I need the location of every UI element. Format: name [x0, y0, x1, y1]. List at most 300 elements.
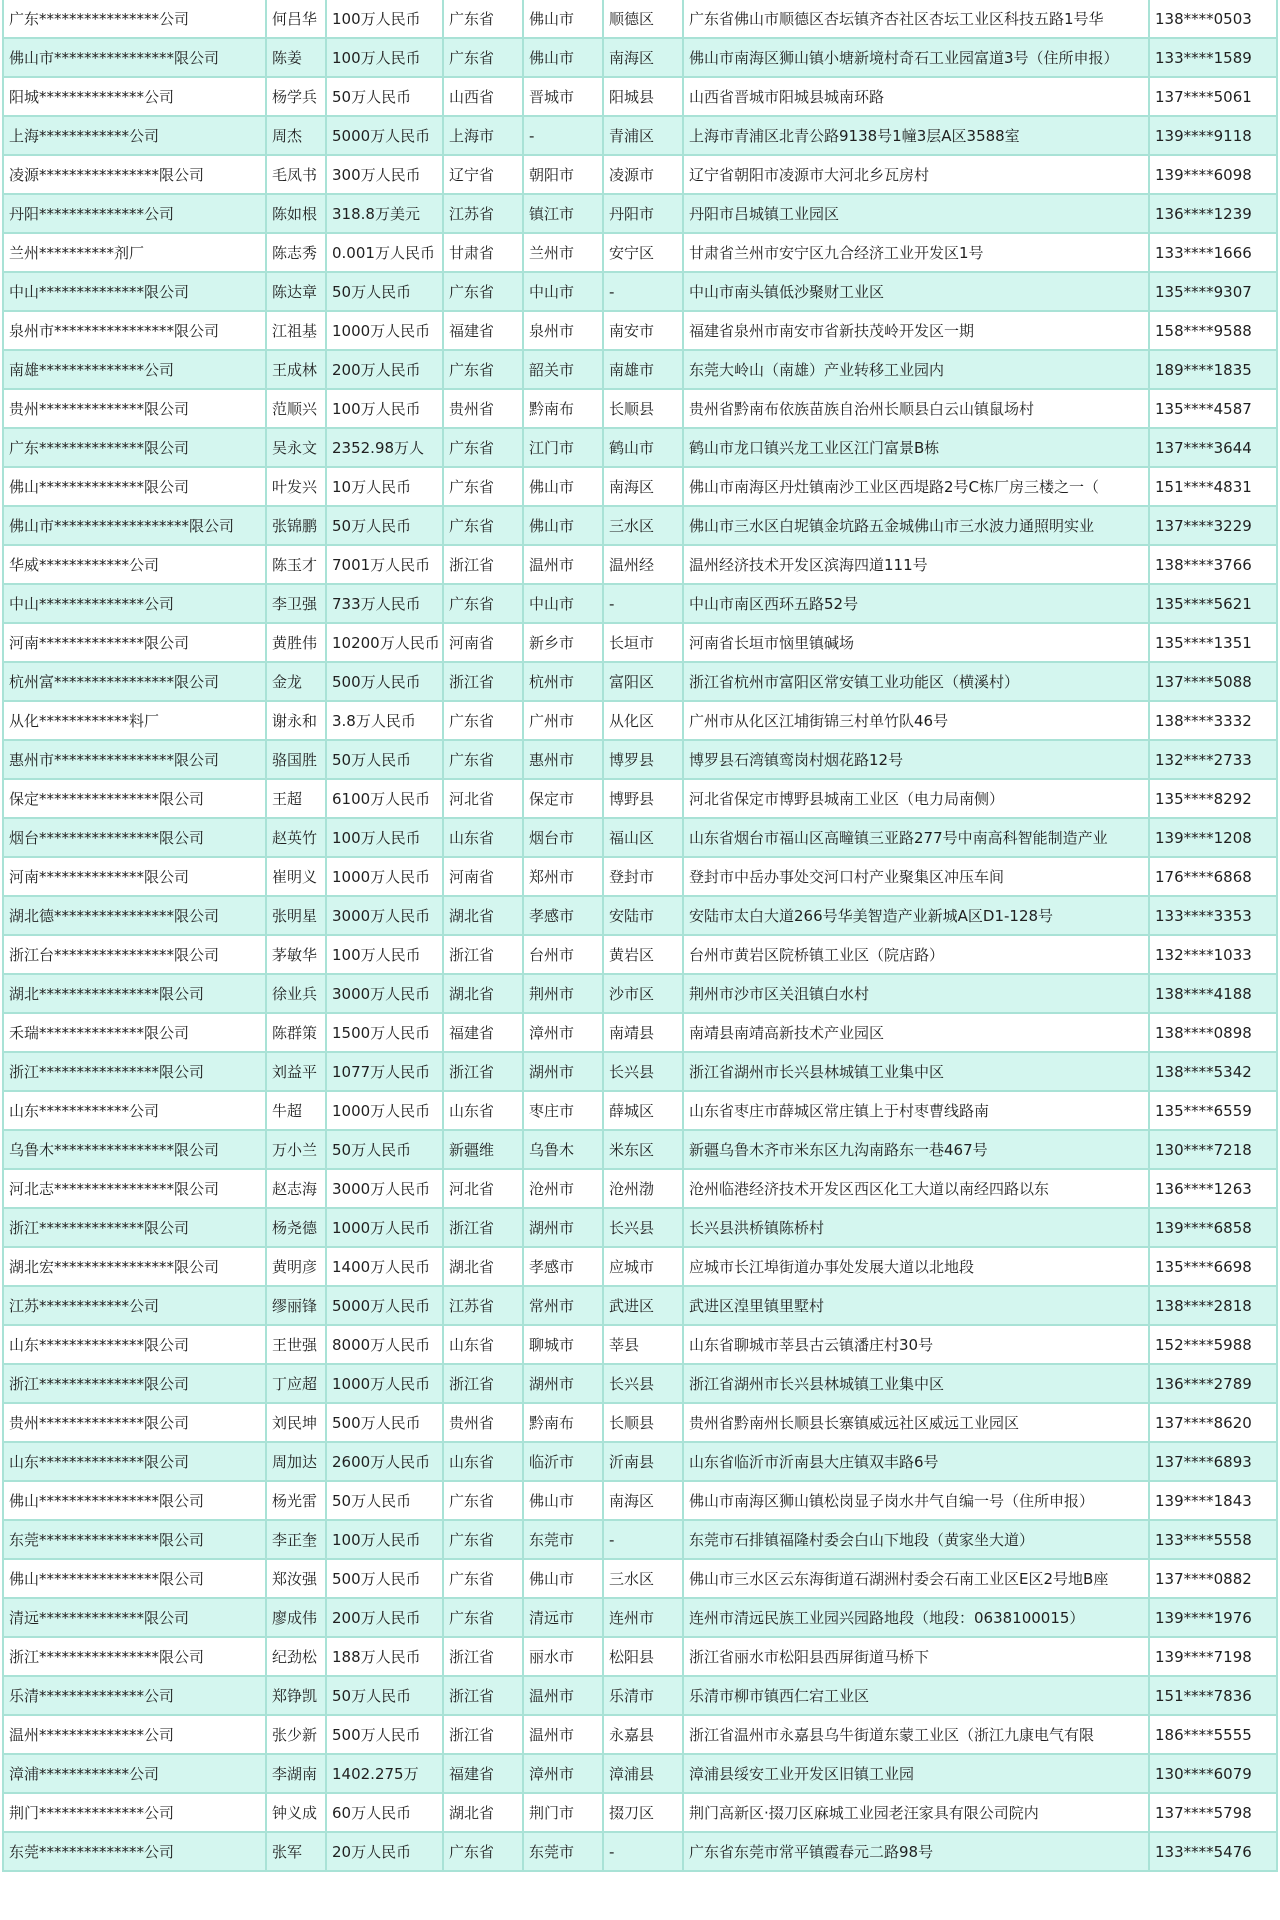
- legal-rep-cell: 叶发兴: [266, 467, 326, 506]
- table-row: [3, 857, 1277, 896]
- address-cell: 甘肃省兰州市安宁区九合经济工业开发区1号: [683, 233, 1149, 272]
- company-name-cell: 丹阳**************公司: [3, 194, 266, 233]
- company-name-cell: 华威************公司: [3, 545, 266, 584]
- table-row: [3, 1715, 1277, 1754]
- district-cell: 青浦区: [603, 116, 683, 155]
- table-row: [3, 1364, 1277, 1403]
- province-cell: 广东省: [443, 272, 523, 311]
- province-cell: 江苏省: [443, 1286, 523, 1325]
- company-name-cell: 河南**************限公司: [3, 857, 266, 896]
- district-cell: 丹阳市: [603, 194, 683, 233]
- registered-capital-cell: 2600万人民币: [326, 1442, 443, 1481]
- address-cell: 山西省晋城市阳城县城南环路: [683, 77, 1149, 116]
- district-cell: 薛城区: [603, 1091, 683, 1130]
- province-cell: 浙江省: [443, 1364, 523, 1403]
- legal-rep-cell: 黄胜伟: [266, 623, 326, 662]
- province-cell: 河北省: [443, 779, 523, 818]
- registered-capital-cell: 1077万人民币: [326, 1052, 443, 1091]
- district-cell: 鹤山市: [603, 428, 683, 467]
- company-name-cell: 乐清**************公司: [3, 1676, 266, 1715]
- company-name-cell: 兰州**********剂厂: [3, 233, 266, 272]
- address-cell: 新疆乌鲁木齐市米东区九沟南路东一巷467号: [683, 1130, 1149, 1169]
- address-cell: 连州市清远民族工业园兴园路地段（地段：0638100015）: [683, 1598, 1149, 1637]
- district-cell: 连州市: [603, 1598, 683, 1637]
- registered-capital-cell: 50万人民币: [326, 740, 443, 779]
- registered-capital-cell: 50万人民币: [326, 77, 443, 116]
- province-cell: 福建省: [443, 1754, 523, 1793]
- district-cell: 长兴县: [603, 1364, 683, 1403]
- city-cell: 温州市: [523, 1676, 603, 1715]
- phone-cell: 138****5342: [1149, 1052, 1277, 1091]
- table-row: [3, 1442, 1277, 1481]
- city-cell: 漳州市: [523, 1754, 603, 1793]
- province-cell: 湖北省: [443, 1793, 523, 1832]
- district-cell: 从化区: [603, 701, 683, 740]
- district-cell: 南靖县: [603, 1013, 683, 1052]
- city-cell: 漳州市: [523, 1013, 603, 1052]
- legal-rep-cell: 黄明彦: [266, 1247, 326, 1286]
- district-cell: -: [603, 1832, 683, 1871]
- province-cell: 广东省: [443, 740, 523, 779]
- city-cell: 保定市: [523, 779, 603, 818]
- phone-cell: 135****8292: [1149, 779, 1277, 818]
- city-cell: 惠州市: [523, 740, 603, 779]
- phone-cell: 186****5555: [1149, 1715, 1277, 1754]
- city-cell: 黔南布: [523, 389, 603, 428]
- registered-capital-cell: 1000万人民币: [326, 1208, 443, 1247]
- table-row: [3, 1598, 1277, 1637]
- province-cell: 湖北省: [443, 974, 523, 1013]
- phone-cell: 137****3229: [1149, 506, 1277, 545]
- registered-capital-cell: 5000万人民币: [326, 116, 443, 155]
- registered-capital-cell: 3000万人民币: [326, 896, 443, 935]
- company-name-cell: 浙江台****************限公司: [3, 935, 266, 974]
- phone-cell: 138****3332: [1149, 701, 1277, 740]
- table-row: [3, 1676, 1277, 1715]
- legal-rep-cell: 周加达: [266, 1442, 326, 1481]
- city-cell: 佛山市: [523, 506, 603, 545]
- city-cell: 中山市: [523, 272, 603, 311]
- registered-capital-cell: 300万人民币: [326, 155, 443, 194]
- table-row: [3, 311, 1277, 350]
- phone-cell: 132****1033: [1149, 935, 1277, 974]
- legal-rep-cell: 郑铮凯: [266, 1676, 326, 1715]
- table-row: [3, 1559, 1277, 1598]
- legal-rep-cell: 赵志海: [266, 1169, 326, 1208]
- city-cell: 孝感市: [523, 896, 603, 935]
- table-row: [3, 1325, 1277, 1364]
- registered-capital-cell: 50万人民币: [326, 1481, 443, 1520]
- phone-cell: 137****8620: [1149, 1403, 1277, 1442]
- address-cell: 贵州省黔南布依族苗族自治州长顺县白云山镇鼠场村: [683, 389, 1149, 428]
- table-row: [3, 701, 1277, 740]
- legal-rep-cell: 张少新: [266, 1715, 326, 1754]
- address-cell: 河北省保定市博野县城南工业区（电力局南侧）: [683, 779, 1149, 818]
- company-name-cell: 南雄**************公司: [3, 350, 266, 389]
- company-name-cell: 湖北****************限公司: [3, 974, 266, 1013]
- legal-rep-cell: 丁应超: [266, 1364, 326, 1403]
- province-cell: 湖北省: [443, 1247, 523, 1286]
- company-name-cell: 上海************公司: [3, 116, 266, 155]
- district-cell: 沂南县: [603, 1442, 683, 1481]
- district-cell: 登封市: [603, 857, 683, 896]
- company-name-cell: 从化************料厂: [3, 701, 266, 740]
- table-row: [3, 1520, 1277, 1559]
- province-cell: 浙江省: [443, 1676, 523, 1715]
- table-row: [3, 1832, 1277, 1871]
- district-cell: 凌源市: [603, 155, 683, 194]
- registered-capital-cell: 318.8万美元: [326, 194, 443, 233]
- table-row: [3, 1637, 1277, 1676]
- company-name-cell: 山东**************限公司: [3, 1442, 266, 1481]
- address-cell: 登封市中岳办事处交河口村产业聚集区冲压车间: [683, 857, 1149, 896]
- registered-capital-cell: 200万人民币: [326, 1598, 443, 1637]
- company-name-cell: 中山**************公司: [3, 584, 266, 623]
- phone-cell: 136****1263: [1149, 1169, 1277, 1208]
- table-row: [3, 116, 1277, 155]
- address-cell: 浙江省湖州市长兴县林城镇工业集中区: [683, 1364, 1149, 1403]
- legal-rep-cell: 毛凤书: [266, 155, 326, 194]
- district-cell: 博罗县: [603, 740, 683, 779]
- phone-cell: 139****1976: [1149, 1598, 1277, 1637]
- company-name-cell: 贵州**************限公司: [3, 389, 266, 428]
- company-name-cell: 杭州富****************限公司: [3, 662, 266, 701]
- table-row: [3, 1013, 1277, 1052]
- address-cell: 荆门高新区·掇刀区麻城工业园老汪家具有限公司院内: [683, 1793, 1149, 1832]
- company-name-cell: 保定****************限公司: [3, 779, 266, 818]
- legal-rep-cell: 王超: [266, 779, 326, 818]
- city-cell: 枣庄市: [523, 1091, 603, 1130]
- registered-capital-cell: 1000万人民币: [326, 311, 443, 350]
- phone-cell: 136****1239: [1149, 194, 1277, 233]
- address-cell: 安陆市太白大道266号华美智造产业新城A区D1-128号: [683, 896, 1149, 935]
- table-row: [3, 1247, 1277, 1286]
- city-cell: 聊城市: [523, 1325, 603, 1364]
- city-cell: 朝阳市: [523, 155, 603, 194]
- city-cell: 韶关市: [523, 350, 603, 389]
- table-row: [3, 77, 1277, 116]
- province-cell: 湖北省: [443, 896, 523, 935]
- city-cell: 荆州市: [523, 974, 603, 1013]
- company-name-cell: 佛山市******************限公司: [3, 506, 266, 545]
- city-cell: 广州市: [523, 701, 603, 740]
- city-cell: 江门市: [523, 428, 603, 467]
- registered-capital-cell: 20万人民币: [326, 1832, 443, 1871]
- district-cell: 长顺县: [603, 389, 683, 428]
- phone-cell: 132****2733: [1149, 740, 1277, 779]
- registered-capital-cell: 500万人民币: [326, 1559, 443, 1598]
- province-cell: 广东省: [443, 701, 523, 740]
- province-cell: 甘肃省: [443, 233, 523, 272]
- legal-rep-cell: 范顺兴: [266, 389, 326, 428]
- legal-rep-cell: 刘民坤: [266, 1403, 326, 1442]
- registered-capital-cell: 5000万人民币: [326, 1286, 443, 1325]
- address-cell: 广东省东莞市常平镇霞春元二路98号: [683, 1832, 1149, 1871]
- city-cell: 湖州市: [523, 1364, 603, 1403]
- district-cell: 掇刀区: [603, 1793, 683, 1832]
- legal-rep-cell: 陈达章: [266, 272, 326, 311]
- company-name-cell: 温州**************公司: [3, 1715, 266, 1754]
- city-cell: 荆门市: [523, 1793, 603, 1832]
- district-cell: 温州经: [603, 545, 683, 584]
- phone-cell: 137****3644: [1149, 428, 1277, 467]
- phone-cell: 138****0503: [1149, 0, 1277, 38]
- address-cell: 浙江省湖州市长兴县林城镇工业集中区: [683, 1052, 1149, 1091]
- province-cell: 浙江省: [443, 1052, 523, 1091]
- table-row: [3, 974, 1277, 1013]
- registered-capital-cell: 100万人民币: [326, 935, 443, 974]
- table-row: [3, 272, 1277, 311]
- province-cell: 山东省: [443, 818, 523, 857]
- district-cell: 武进区: [603, 1286, 683, 1325]
- province-cell: 广东省: [443, 1481, 523, 1520]
- company-name-cell: 浙江****************限公司: [3, 1637, 266, 1676]
- table-row: [3, 1130, 1277, 1169]
- district-cell: 南海区: [603, 467, 683, 506]
- company-name-cell: 中山**************限公司: [3, 272, 266, 311]
- table-row: [3, 1403, 1277, 1442]
- legal-rep-cell: 陈志秀: [266, 233, 326, 272]
- city-cell: 佛山市: [523, 467, 603, 506]
- legal-rep-cell: 茅敏华: [266, 935, 326, 974]
- district-cell: 安陆市: [603, 896, 683, 935]
- legal-rep-cell: 陈玉才: [266, 545, 326, 584]
- phone-cell: 137****5798: [1149, 1793, 1277, 1832]
- phone-cell: 152****5988: [1149, 1325, 1277, 1364]
- company-name-cell: 河北志****************限公司: [3, 1169, 266, 1208]
- phone-cell: 136****2789: [1149, 1364, 1277, 1403]
- address-cell: 长兴县洪桥镇陈桥村: [683, 1208, 1149, 1247]
- city-cell: 佛山市: [523, 1481, 603, 1520]
- legal-rep-cell: 江祖基: [266, 311, 326, 350]
- district-cell: 安宁区: [603, 233, 683, 272]
- legal-rep-cell: 崔明义: [266, 857, 326, 896]
- registered-capital-cell: 733万人民币: [326, 584, 443, 623]
- registered-capital-cell: 50万人民币: [326, 1676, 443, 1715]
- registered-capital-cell: 1500万人民币: [326, 1013, 443, 1052]
- table-row: [3, 1481, 1277, 1520]
- company-name-cell: 惠州市****************限公司: [3, 740, 266, 779]
- registered-capital-cell: 6100万人民币: [326, 779, 443, 818]
- legal-rep-cell: 张明星: [266, 896, 326, 935]
- address-cell: 山东省烟台市福山区高疃镇三亚路277号中南高科智能制造产业: [683, 818, 1149, 857]
- city-cell: 佛山市: [523, 38, 603, 77]
- phone-cell: 135****1351: [1149, 623, 1277, 662]
- company-name-cell: 广东****************公司: [3, 0, 266, 38]
- registered-capital-cell: 3.8万人民币: [326, 701, 443, 740]
- legal-rep-cell: 纪劲松: [266, 1637, 326, 1676]
- registered-capital-cell: 8000万人民币: [326, 1325, 443, 1364]
- address-cell: 漳浦县绥安工业开发区旧镇工业园: [683, 1754, 1149, 1793]
- district-cell: 南雄市: [603, 350, 683, 389]
- phone-cell: 133****5476: [1149, 1832, 1277, 1871]
- table-row: [3, 428, 1277, 467]
- district-cell: 南海区: [603, 38, 683, 77]
- address-cell: 山东省聊城市莘县古云镇潘庄村30号: [683, 1325, 1149, 1364]
- district-cell: 米东区: [603, 1130, 683, 1169]
- district-cell: 长兴县: [603, 1208, 683, 1247]
- city-cell: 东莞市: [523, 1832, 603, 1871]
- province-cell: 福建省: [443, 311, 523, 350]
- province-cell: 河北省: [443, 1169, 523, 1208]
- address-cell: 佛山市南海区狮山镇松岗显子岗水井气自编一号（住所申报）: [683, 1481, 1149, 1520]
- legal-rep-cell: 陈如根: [266, 194, 326, 233]
- company-name-cell: 佛山**************限公司: [3, 467, 266, 506]
- province-cell: 贵州省: [443, 389, 523, 428]
- city-cell: 丽水市: [523, 1637, 603, 1676]
- phone-cell: 137****6893: [1149, 1442, 1277, 1481]
- registered-capital-cell: 50万人民币: [326, 1130, 443, 1169]
- registered-capital-cell: 1000万人民币: [326, 857, 443, 896]
- company-name-cell: 漳浦************公司: [3, 1754, 266, 1793]
- phone-cell: 133****1589: [1149, 38, 1277, 77]
- address-cell: 南靖县南靖高新技术产业园区: [683, 1013, 1149, 1052]
- province-cell: 广东省: [443, 350, 523, 389]
- phone-cell: 138****2818: [1149, 1286, 1277, 1325]
- city-cell: 佛山市: [523, 1559, 603, 1598]
- phone-cell: 158****9588: [1149, 311, 1277, 350]
- province-cell: 浙江省: [443, 545, 523, 584]
- address-cell: 河南省长垣市恼里镇碱场: [683, 623, 1149, 662]
- address-cell: 浙江省杭州市富阳区常安镇工业功能区（横溪村）: [683, 662, 1149, 701]
- province-cell: 浙江省: [443, 662, 523, 701]
- company-name-cell: 佛山市****************限公司: [3, 38, 266, 77]
- province-cell: 广东省: [443, 38, 523, 77]
- company-name-cell: 山东**************限公司: [3, 1325, 266, 1364]
- company-name-cell: 佛山****************限公司: [3, 1559, 266, 1598]
- table-row: [3, 1208, 1277, 1247]
- legal-rep-cell: 谢永和: [266, 701, 326, 740]
- phone-cell: 139****6858: [1149, 1208, 1277, 1247]
- registered-capital-cell: 10200万人民币: [326, 623, 443, 662]
- phone-cell: 151****4831: [1149, 467, 1277, 506]
- phone-cell: 139****7198: [1149, 1637, 1277, 1676]
- phone-cell: 138****4188: [1149, 974, 1277, 1013]
- company-name-cell: 浙江**************限公司: [3, 1364, 266, 1403]
- phone-cell: 133****5558: [1149, 1520, 1277, 1559]
- district-cell: 黄岩区: [603, 935, 683, 974]
- district-cell: -: [603, 1520, 683, 1559]
- legal-rep-cell: 陈群策: [266, 1013, 326, 1052]
- table-body: [3, 0, 1277, 1871]
- table-row: [3, 1286, 1277, 1325]
- company-name-cell: 荆门**************公司: [3, 1793, 266, 1832]
- province-cell: 新疆维: [443, 1130, 523, 1169]
- district-cell: 三水区: [603, 506, 683, 545]
- legal-rep-cell: 赵英竹: [266, 818, 326, 857]
- district-cell: 松阳县: [603, 1637, 683, 1676]
- company-name-cell: 湖北德****************限公司: [3, 896, 266, 935]
- city-cell: 湖州市: [523, 1208, 603, 1247]
- legal-rep-cell: 陈姜: [266, 38, 326, 77]
- legal-rep-cell: 杨光雷: [266, 1481, 326, 1520]
- province-cell: 广东省: [443, 1832, 523, 1871]
- province-cell: 广东省: [443, 506, 523, 545]
- phone-cell: 137****5088: [1149, 662, 1277, 701]
- province-cell: 江苏省: [443, 194, 523, 233]
- city-cell: 郑州市: [523, 857, 603, 896]
- city-cell: 乌鲁木: [523, 1130, 603, 1169]
- province-cell: 福建省: [443, 1013, 523, 1052]
- city-cell: 镇江市: [523, 194, 603, 233]
- legal-rep-cell: 廖成伟: [266, 1598, 326, 1637]
- address-cell: 佛山市三水区云东海街道石湖洲村委会石南工业区E区2号地B座: [683, 1559, 1149, 1598]
- table-row: [3, 779, 1277, 818]
- registered-capital-cell: 1000万人民币: [326, 1091, 443, 1130]
- address-cell: 台州市黄岩区院桥镇工业区（院店路）: [683, 935, 1149, 974]
- address-cell: 东莞大岭山（南雄）产业转移工业园内: [683, 350, 1149, 389]
- address-cell: 荆州市沙市区关沮镇白水村: [683, 974, 1149, 1013]
- address-cell: 沧州临港经济技术开发区西区化工大道以南经四路以东: [683, 1169, 1149, 1208]
- city-cell: 泉州市: [523, 311, 603, 350]
- legal-rep-cell: 钟义成: [266, 1793, 326, 1832]
- province-cell: 上海市: [443, 116, 523, 155]
- district-cell: 长垣市: [603, 623, 683, 662]
- registered-capital-cell: 60万人民币: [326, 1793, 443, 1832]
- table-row: [3, 0, 1277, 38]
- province-cell: 广东省: [443, 467, 523, 506]
- company-name-cell: 广东**************限公司: [3, 428, 266, 467]
- district-cell: 莘县: [603, 1325, 683, 1364]
- phone-cell: 135****6698: [1149, 1247, 1277, 1286]
- address-cell: 福建省泉州市南安市省新扶茂岭开发区一期: [683, 311, 1149, 350]
- city-cell: 晋城市: [523, 77, 603, 116]
- address-cell: 应城市长江埠街道办事处发展大道以北地段: [683, 1247, 1149, 1286]
- company-name-cell: 山东************公司: [3, 1091, 266, 1130]
- table-row: [3, 896, 1277, 935]
- registered-capital-cell: 3000万人民币: [326, 974, 443, 1013]
- address-cell: 丹阳市吕城镇工业园区: [683, 194, 1149, 233]
- table-row: [3, 389, 1277, 428]
- phone-cell: 130****7218: [1149, 1130, 1277, 1169]
- address-cell: 佛山市南海区丹灶镇南沙工业区西堤路2号C栋厂房三楼之一（: [683, 467, 1149, 506]
- province-cell: 山东省: [443, 1325, 523, 1364]
- district-cell: 乐清市: [603, 1676, 683, 1715]
- province-cell: 山东省: [443, 1091, 523, 1130]
- table-row: [3, 935, 1277, 974]
- registered-capital-cell: 1402.275万: [326, 1754, 443, 1793]
- table-row: [3, 38, 1277, 77]
- company-name-cell: 浙江****************限公司: [3, 1052, 266, 1091]
- district-cell: 南安市: [603, 311, 683, 350]
- table-row: [3, 1793, 1277, 1832]
- city-cell: 沧州市: [523, 1169, 603, 1208]
- city-cell: 清远市: [523, 1598, 603, 1637]
- legal-rep-cell: 刘益平: [266, 1052, 326, 1091]
- district-cell: 顺德区: [603, 0, 683, 38]
- company-name-cell: 阳城**************公司: [3, 77, 266, 116]
- address-cell: 佛山市三水区白坭镇金坑路五金城佛山市三水波力通照明实业: [683, 506, 1149, 545]
- registered-capital-cell: 100万人民币: [326, 0, 443, 38]
- registered-capital-cell: 100万人民币: [326, 389, 443, 428]
- address-cell: 辽宁省朝阳市凌源市大河北乡瓦房村: [683, 155, 1149, 194]
- city-cell: 温州市: [523, 1715, 603, 1754]
- address-cell: 广州市从化区江埔街锦三村单竹队46号: [683, 701, 1149, 740]
- legal-rep-cell: 王成林: [266, 350, 326, 389]
- city-cell: 杭州市: [523, 662, 603, 701]
- company-name-cell: 禾瑞**************限公司: [3, 1013, 266, 1052]
- registered-capital-cell: 3000万人民币: [326, 1169, 443, 1208]
- registered-capital-cell: 0.001万人民币: [326, 233, 443, 272]
- table-row: [3, 1754, 1277, 1793]
- city-cell: -: [523, 116, 603, 155]
- district-cell: 三水区: [603, 1559, 683, 1598]
- district-cell: 长兴县: [603, 1052, 683, 1091]
- district-cell: 博野县: [603, 779, 683, 818]
- legal-rep-cell: 金龙: [266, 662, 326, 701]
- phone-cell: 135****9307: [1149, 272, 1277, 311]
- registered-capital-cell: 100万人民币: [326, 38, 443, 77]
